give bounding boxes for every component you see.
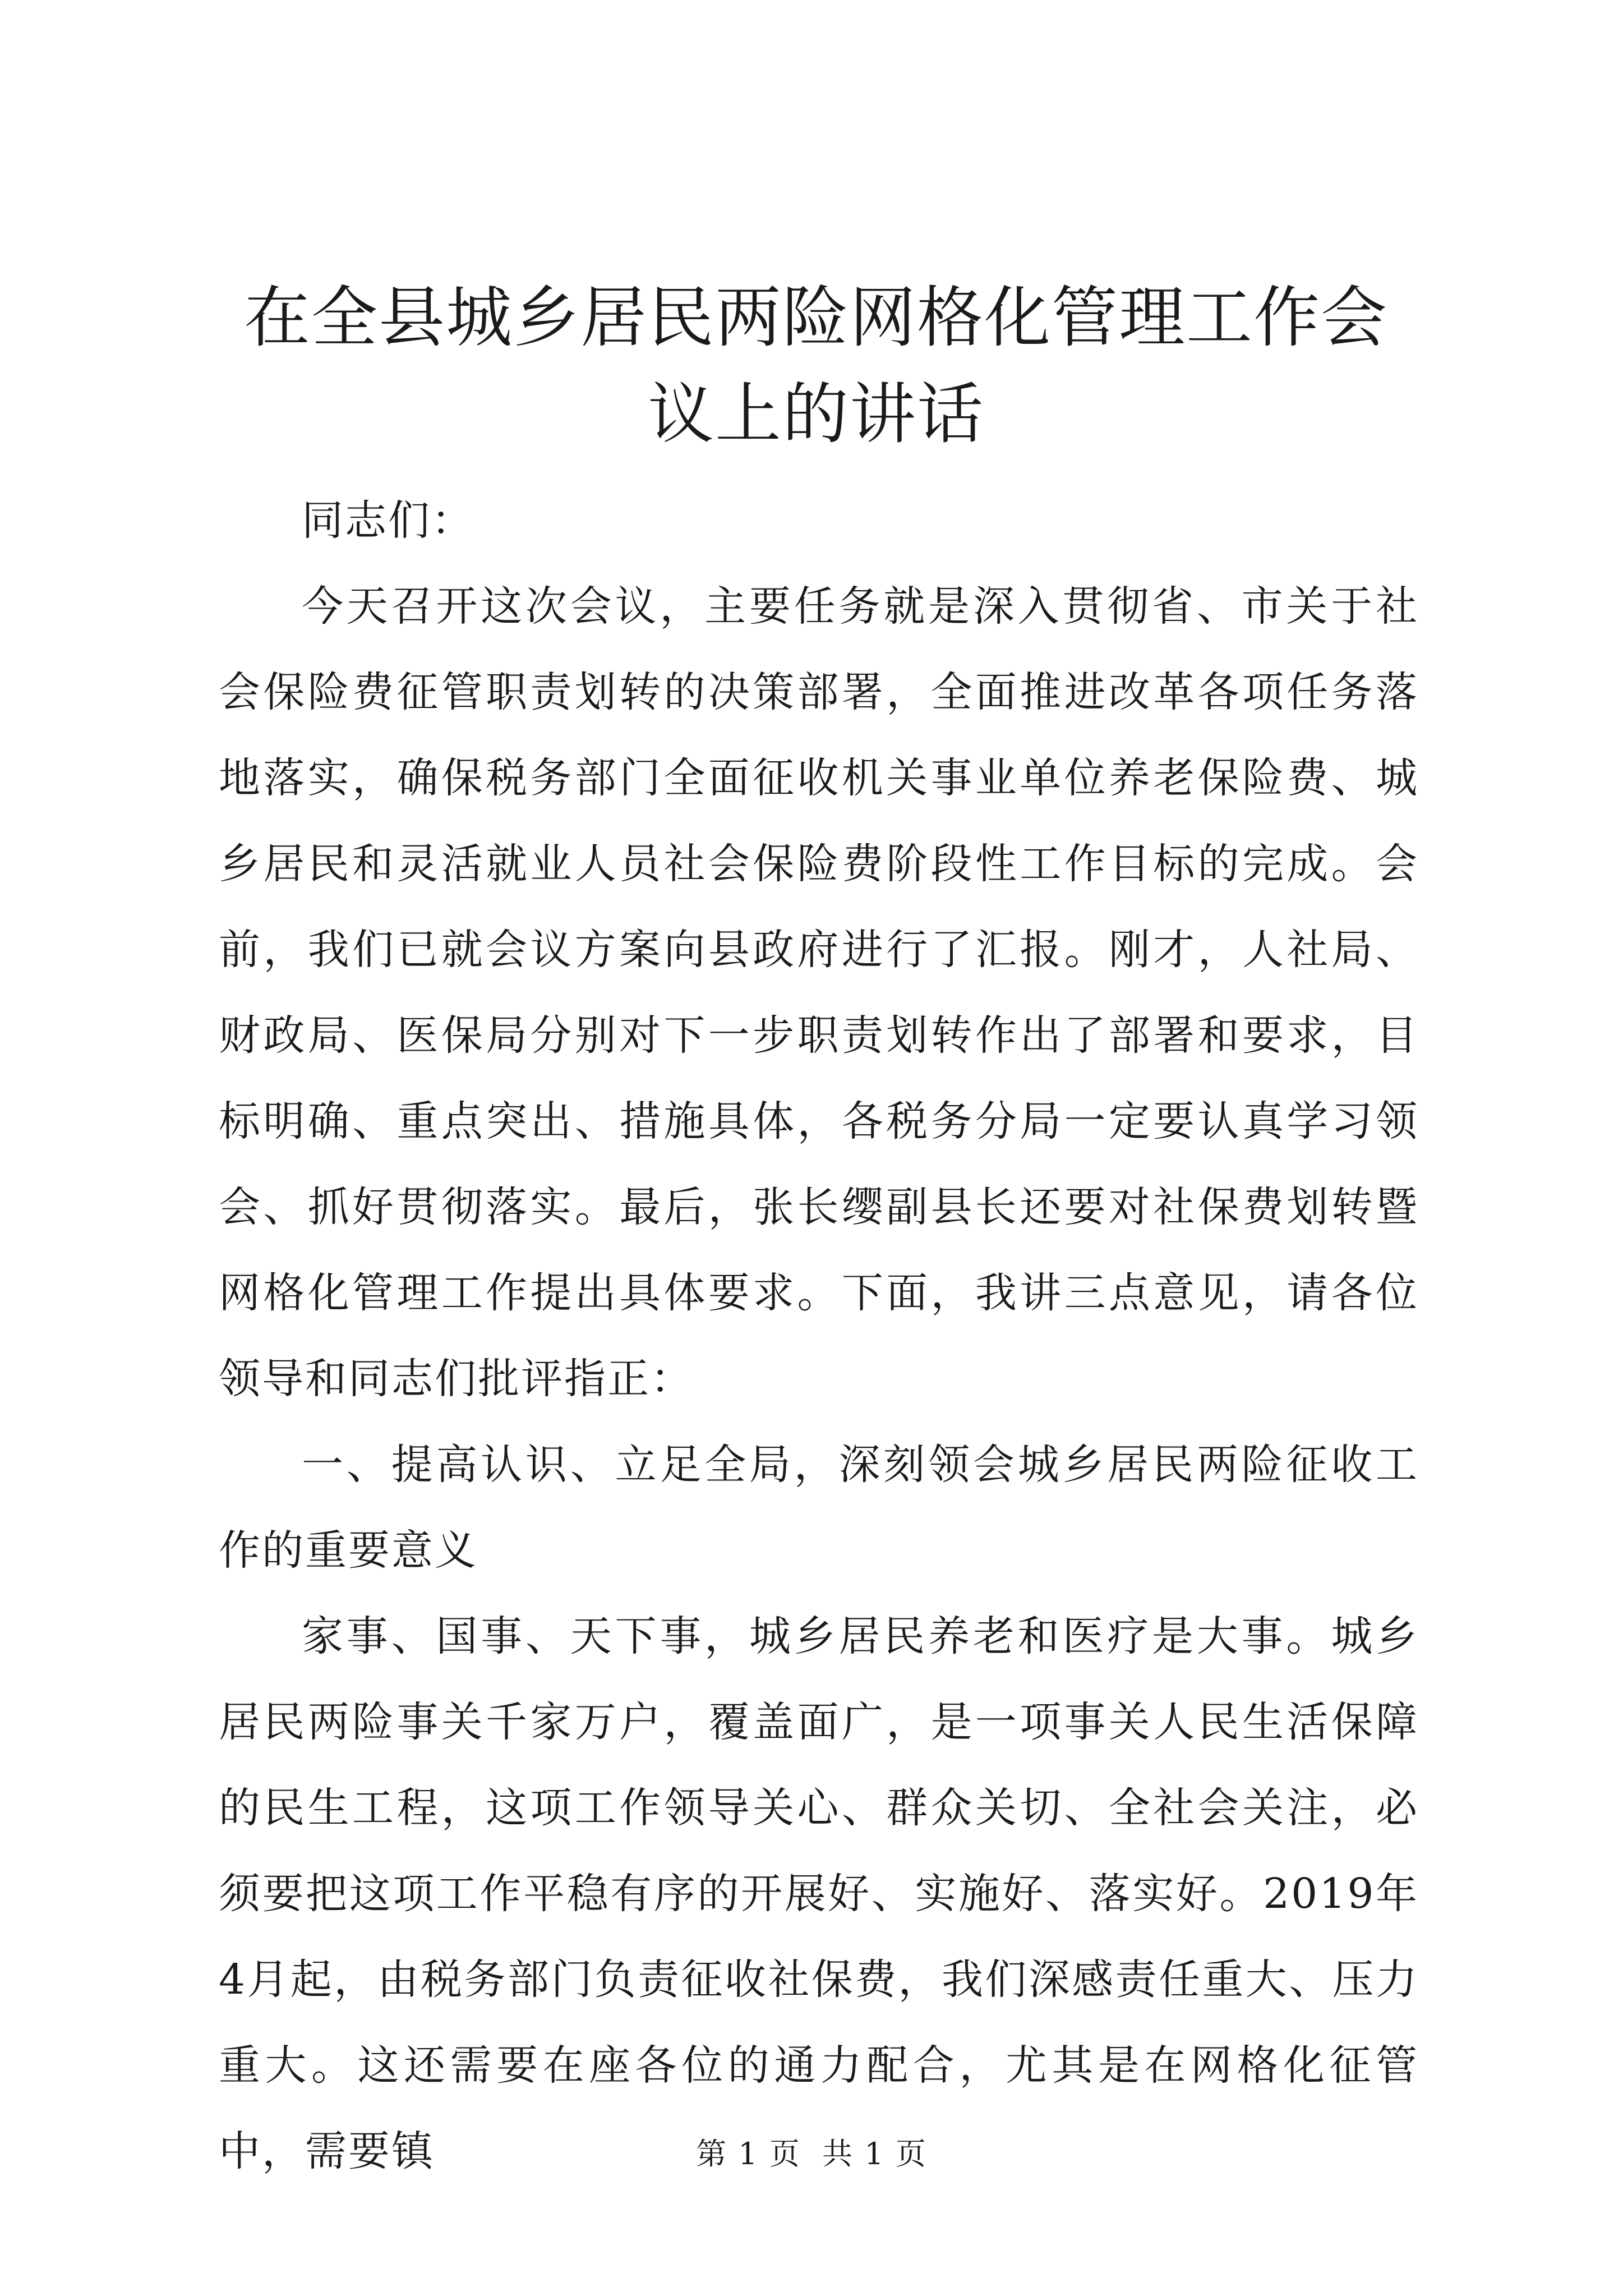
body-paragraph-intro: 今天召开这次会议，主要任务就是深入贯彻省、市关于社会保险费征管职责划转的决策部署，全面推进改革各项任务落地落实，确保税务部门全面征收机关事业单位养老保险费、城乡居民和灵活就业人员社会保险费阶段性工作目标的完成。会前，我们已就会议方案向县政府进行了汇报。刚才，人社局、财政局、医保局分别对下一步职责划转作出了部署和要求，目标明确、重点突出、措施具体，各税务分局一定要认真学习领会、抓好贯彻落实。最后，张长缨副县长还要对社保费划转暨网格化管理工作提出具体要求。下面，我讲三点意见，请各位领导和同志们批评指正： (219, 582, 1419, 1403)
page-footer (0, 2134, 1623, 2174)
page-total-label: 共 1 页 (822, 2136, 927, 2171)
salutation: 同志们： (302, 496, 474, 545)
document-body (219, 478, 1419, 2194)
body-paragraph-section-1: 家事、国事、天下事，城乡居民养老和医疗是大事。城乡居民两险事关千家万户，覆盖面广，是一项事关人民生活保障的民生工程，这项工作领导关心、群众关切、全社会关注，必须要把这项工作平稳有序的开展好、实施好、落实好。2019年4月起，由税务部门负责征收社保费，我们深感责任重大、压力重大。这还需要在座各位的通力配合，尤其是在网格化征管中，需要镇 (219, 1612, 1419, 2175)
page-number-label: 第 1 页 (696, 2136, 801, 2171)
section-heading-1: 一、提高认识、立足全局，深刻领会城乡居民两险征收工作的重要意义 (219, 1441, 1419, 1575)
document-title: 在全县城乡居民两险网格化管理工作会议上的讲话 (243, 279, 1388, 453)
